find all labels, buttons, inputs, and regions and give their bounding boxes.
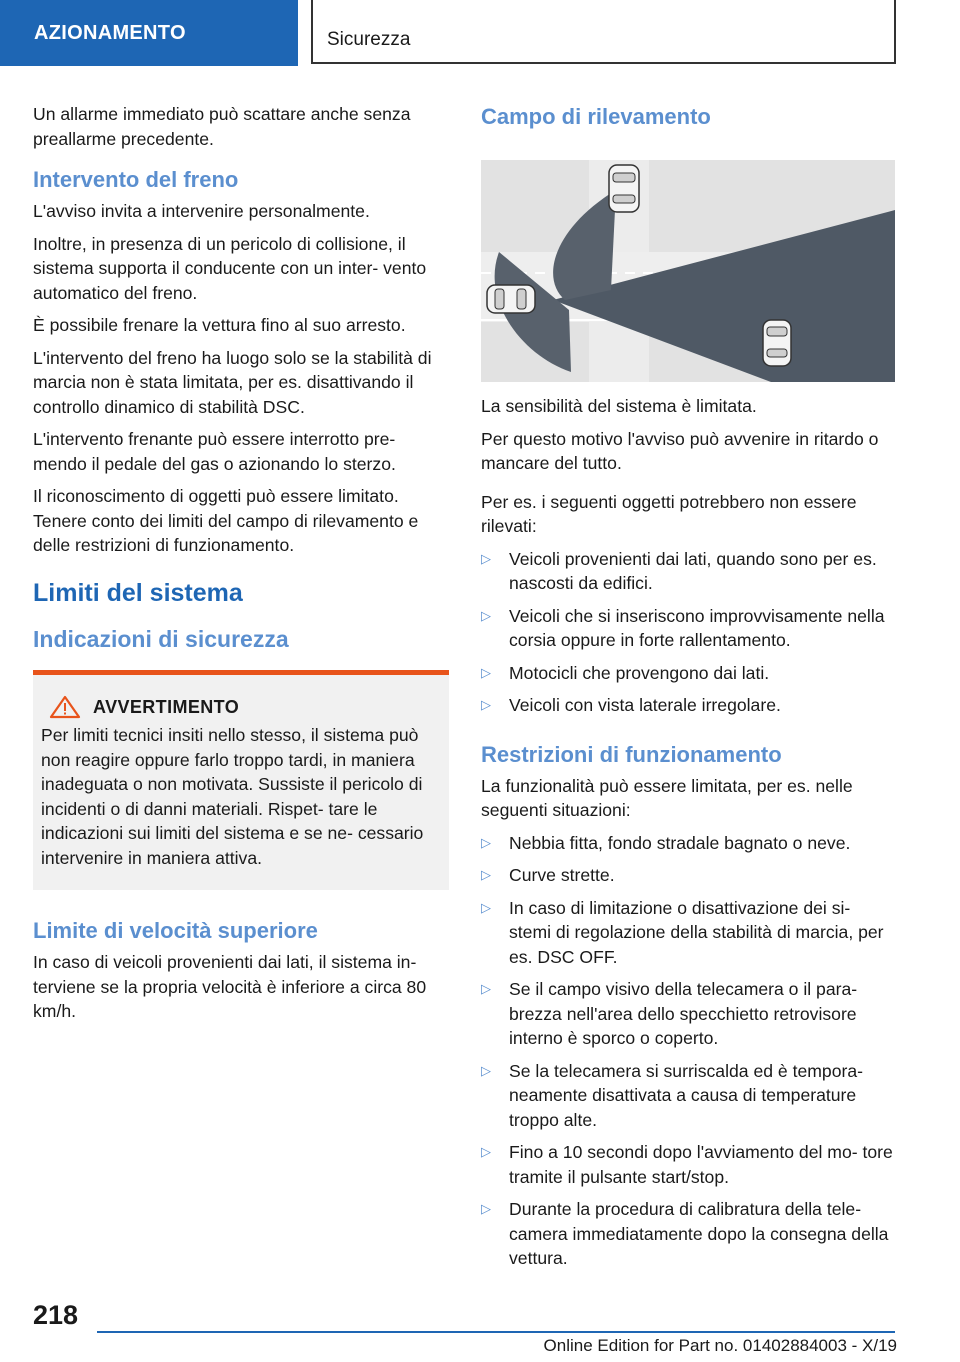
chapter-title: Sicurezza (311, 0, 896, 64)
list-item: ▷ In caso di limitazione o disattivazione dei si- stemi di regolazione della stabilità di marcia, per es. DSC OFF. (481, 897, 884, 967)
list-item: ▷ Curve strette. (481, 863, 897, 888)
list-item: ▷ Fino a 10 secondi dopo l'avviamento del mo- tore tramite il pulsante start/stop. (481, 1142, 893, 1187)
section-title: AZIONAMENTO (0, 0, 298, 66)
list-item: ▷ Veicoli che si inseriscono improvvisamente nella corsia oppure in forte rallentamento. (481, 605, 885, 650)
bullet-triangle-icon: ▷ (481, 1201, 491, 1216)
field-paragraph-3: Per es. i seguenti oggetti potrebbero non essere rilevati: (481, 491, 857, 536)
warning-title-row (41, 695, 437, 720)
brake-paragraph-2: Inoltre, in presenza di un pericolo di collisione, il sistema supporta il conducente con un inter- vento automatico del freno. (33, 233, 427, 303)
speed-paragraph: In caso di veicoli provenienti dai lati, il sistema in- terviene se la propria velocità è inferiore a circa 80 km/h. (33, 952, 427, 1021)
brake-paragraph-6: Il riconoscimento di oggetti può essere limitato. Tenere conto dei limiti del campo di rilevamento e delle restrizioni di funzionamento. (33, 486, 419, 555)
list-item: ▷ Motocicli che provengono dai lati. (481, 661, 897, 686)
bullet-triangle-icon: ▷ (481, 981, 491, 996)
bullet-triangle-icon: ▷ (481, 697, 491, 712)
bullet-triangle-icon: ▷ (481, 834, 491, 850)
warning-triangle-icon (49, 695, 81, 719)
list-item: ▷ Nebbia fitta, fondo stradale bagnato o neve. (481, 831, 897, 856)
list-item: ▷ Se il campo visivo della telecamera o il para- brezza nell'area dello specchietto retrovisore interno è sporco o coperto. (481, 979, 858, 1048)
list-item: ▷ Veicoli provenienti dai lati, quando sono per es. nascosti da edifici. (481, 548, 877, 593)
left-column (33, 102, 449, 1032)
field-paragraph-2: Per questo motivo l'avviso può avvenire in ritardo o mancare del tutto. (481, 428, 879, 473)
heading-brake-intervention: Intervento del freno (33, 167, 239, 192)
page-header (0, 0, 960, 66)
heading-safety-notes: Indicazioni di sicurezza (33, 625, 289, 652)
brake-paragraph-4: L'intervento del freno ha luogo solo se la stabilità di marcia non è stata limitata, per es. disattivando il controllo dinamico di stabilità DSC. (33, 347, 432, 417)
brake-paragraph-1: L'avviso invita a intervenire personalmente. (33, 201, 370, 221)
restrictions-list (481, 831, 897, 1271)
brake-paragraph-5: L'intervento frenante può essere interrotto pre- mendo il pedale del gas o azionando lo sterzo. (33, 429, 396, 474)
right-column (481, 102, 897, 1279)
list-item: ▷ Veicoli con vista laterale irregolare. (481, 693, 897, 718)
intro-paragraph: Un allarme immediato può scattare anche senza preallarme precedente. (33, 104, 411, 149)
warning-box (33, 670, 449, 891)
bullet-triangle-icon: ▷ (481, 607, 491, 623)
detection-field-illustration (481, 160, 895, 382)
heading-system-limits: Limiti del sistema (33, 578, 243, 607)
detection-field-figure (481, 160, 895, 382)
page-number: 218 (33, 1300, 79, 1330)
warning-text: Per limiti tecnici insiti nello stesso, il sistema può non reagire oppure farlo troppo tardi, in maniera inadeguata o non motivata. Sussiste il pericolo di incidenti o di danni materiali. Rispet- tare le indicazioni sui limiti del sistema e se ne- cessario intervenire in maniera attiva. (41, 725, 424, 868)
bullet-triangle-icon: ▷ (481, 867, 491, 882)
bullet-triangle-icon: ▷ (481, 664, 491, 680)
edition-label: Online Edition for Part no. 01402884003 - X/19 (543, 1336, 897, 1355)
bullet-triangle-icon: ▷ (481, 550, 491, 566)
bullet-triangle-icon: ▷ (481, 1062, 491, 1078)
brake-paragraph-3: È possibile frenare la vettura fino al suo arresto. (33, 315, 406, 335)
list-item: ▷ Durante la procedura di calibratura della tele- camera immediatamente dopo la consegna della vettura. (481, 1199, 889, 1268)
warning-title: AVVERTIMENTO (93, 696, 240, 717)
bullet-triangle-icon: ▷ (481, 899, 491, 915)
restrictions-paragraph: La funzionalità può essere limitata, per es. nelle seguenti situazioni: (481, 775, 853, 820)
heading-functional-restrictions: Restrizioni di funzionamento (481, 741, 782, 767)
bullet-triangle-icon: ▷ (481, 1144, 491, 1159)
list-item: ▷ Se la telecamera si surriscalda ed è tempora- neamente disattivata a causa di temperature troppo alte. (481, 1060, 863, 1130)
heading-detection-field: Campo di rilevamento (481, 104, 711, 129)
field-paragraph-1: La sensibilità del sistema è limitata. (481, 396, 757, 416)
heading-upper-speed-limit: Limite di velocità superiore (33, 918, 318, 943)
undetected-objects-list (481, 547, 897, 718)
footer-divider (97, 1331, 895, 1333)
